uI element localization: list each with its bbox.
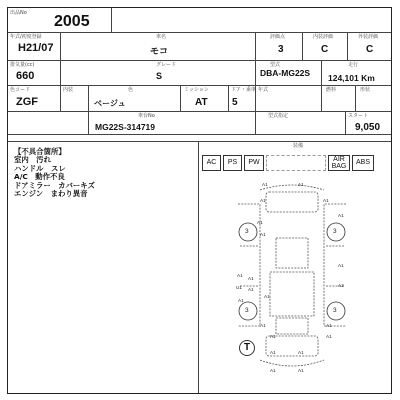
grid-line bbox=[8, 134, 391, 135]
equipment-label: 装備 bbox=[293, 143, 304, 149]
damage-mark: A1 bbox=[270, 350, 276, 355]
shift-label: ミッション bbox=[184, 87, 209, 93]
damage-mark: A1 bbox=[270, 334, 276, 339]
color-code: ZGF bbox=[16, 96, 38, 108]
start-price-label: スタート bbox=[348, 113, 369, 119]
color-code-label: 色コード bbox=[10, 87, 31, 93]
grid-line bbox=[345, 111, 346, 134]
shift-value: AT bbox=[195, 97, 208, 108]
interior-label: 内装 bbox=[63, 87, 74, 93]
damage-mark: A1 bbox=[270, 368, 276, 373]
tire-tread-rr: 3 bbox=[333, 307, 337, 314]
windshield-outline bbox=[276, 238, 308, 268]
damage-mark: A1 bbox=[262, 182, 268, 187]
name-label: 車名 bbox=[156, 34, 167, 40]
damage-mark: A1 bbox=[298, 350, 304, 355]
equip-pw: PW bbox=[244, 155, 264, 171]
grid-line bbox=[88, 111, 89, 134]
rear-bumper-outline bbox=[260, 360, 324, 366]
type-label: 型式 bbox=[270, 62, 281, 68]
grid-line bbox=[228, 85, 229, 111]
damage-mark: U1 bbox=[236, 285, 242, 290]
damage-mark: A1 bbox=[260, 198, 266, 203]
cc-label: 排気量(cc) bbox=[10, 62, 35, 68]
damage-mark: A1 bbox=[298, 182, 304, 187]
grid-line bbox=[255, 32, 256, 135]
color-value: ベージュ bbox=[94, 99, 126, 108]
defect-notes bbox=[14, 148, 194, 198]
damage-mark: A1 bbox=[238, 298, 244, 303]
damage-mark: A1 bbox=[248, 287, 254, 292]
start-price: 9,050 bbox=[355, 122, 381, 133]
note-line: ハンドル スレ bbox=[14, 163, 66, 173]
equip-ps: PS bbox=[223, 155, 242, 171]
year-value: H21/07 bbox=[18, 42, 54, 54]
tire-tread-rl: 3 bbox=[245, 307, 249, 314]
chassis-value: MG22S-314719 bbox=[95, 122, 156, 132]
type-value: DBA-MG22S bbox=[260, 68, 311, 78]
equip-ac: AC bbox=[202, 155, 221, 171]
chassis-label: 車台No bbox=[138, 113, 155, 119]
ext-score-label: 外装評価 bbox=[358, 34, 379, 40]
grid-line bbox=[8, 32, 391, 33]
score-label: 評価点 bbox=[270, 34, 286, 40]
spare-tire-mark: T bbox=[239, 340, 255, 356]
ext-score: C bbox=[366, 44, 374, 55]
damage-mark: A1 bbox=[338, 213, 344, 218]
equip-blank bbox=[266, 155, 326, 171]
int-score-label: 内装評価 bbox=[313, 34, 334, 40]
km-label: 走行 bbox=[348, 62, 359, 68]
rear-glass-outline bbox=[276, 318, 308, 334]
model-spec-label: 型式指定 bbox=[268, 113, 289, 119]
int-score: C bbox=[321, 44, 329, 55]
grade-value: S bbox=[156, 71, 163, 81]
damage-mark: A1 bbox=[264, 294, 270, 299]
grid-line bbox=[111, 8, 112, 32]
airbag-line-2: BAG bbox=[331, 162, 347, 170]
airbag-line-1: AIR bbox=[333, 156, 345, 163]
note-line: A/C 動作不良 bbox=[14, 172, 65, 182]
damage-mark: A1 bbox=[338, 263, 344, 268]
equip-airbag bbox=[328, 155, 350, 171]
grid-line bbox=[355, 85, 356, 111]
grid-line bbox=[302, 32, 303, 60]
extra-label-a: 年式 bbox=[258, 87, 269, 93]
color-label: 色 bbox=[128, 87, 134, 93]
car-diagram bbox=[200, 176, 390, 391]
grid-line bbox=[60, 85, 61, 111]
grade-score: 3 bbox=[278, 44, 284, 55]
damage-mark: A1 bbox=[237, 273, 243, 278]
damage-mark: A1 bbox=[298, 368, 304, 373]
extra-label-c: 形状 bbox=[360, 87, 371, 93]
km-value: 124,101 Km bbox=[328, 73, 375, 83]
year-label: 年式/初度登録 bbox=[10, 34, 42, 40]
grid-line bbox=[8, 85, 391, 86]
grid-line bbox=[321, 60, 322, 85]
grid-line bbox=[198, 141, 199, 393]
note-line: エンジン まわり異音 bbox=[14, 189, 88, 199]
lot-number: 2005 bbox=[54, 13, 90, 30]
grid-line bbox=[347, 32, 348, 60]
damage-mark: A1 bbox=[260, 323, 266, 328]
grid-line bbox=[8, 141, 391, 142]
grid-line bbox=[321, 85, 322, 111]
damage-mark: A1 bbox=[248, 276, 254, 281]
grid-line bbox=[8, 111, 391, 112]
equip-abs: ABS bbox=[352, 155, 374, 171]
roof-outline bbox=[270, 272, 314, 316]
damage-mark: A1 bbox=[326, 323, 332, 328]
extra-label-b: 燃料 bbox=[326, 87, 337, 93]
damage-mark: A1 bbox=[326, 334, 332, 339]
notes-title: 【不具合箇所】 bbox=[14, 147, 66, 156]
car-name: モコ bbox=[150, 46, 169, 56]
tire-tread-fl: 3 bbox=[245, 228, 249, 235]
damage-mark: A1 bbox=[260, 232, 266, 237]
grade-label: グレード bbox=[156, 62, 177, 68]
cc-value: 660 bbox=[16, 70, 35, 82]
grid-line bbox=[180, 85, 181, 111]
tire-tread-fr: 3 bbox=[333, 228, 337, 235]
grid-line bbox=[60, 32, 61, 85]
doors-label: ドア・乗車 bbox=[231, 87, 256, 93]
note-line: ドアミラー カバーキズ bbox=[14, 180, 95, 190]
note-line: 室内 汚れ bbox=[14, 155, 51, 165]
lot-label: 出品No bbox=[10, 10, 27, 16]
damage-mark: A2 bbox=[338, 283, 344, 288]
doors-value: 5 bbox=[232, 97, 238, 108]
damage-mark: A1 bbox=[257, 220, 263, 225]
grid-line bbox=[88, 85, 89, 111]
damage-mark: A1 bbox=[323, 198, 329, 203]
grid-line bbox=[8, 60, 391, 61]
hood-outline bbox=[266, 192, 318, 212]
auction-sheet bbox=[7, 7, 392, 394]
front-bumper-outline bbox=[260, 185, 324, 190]
